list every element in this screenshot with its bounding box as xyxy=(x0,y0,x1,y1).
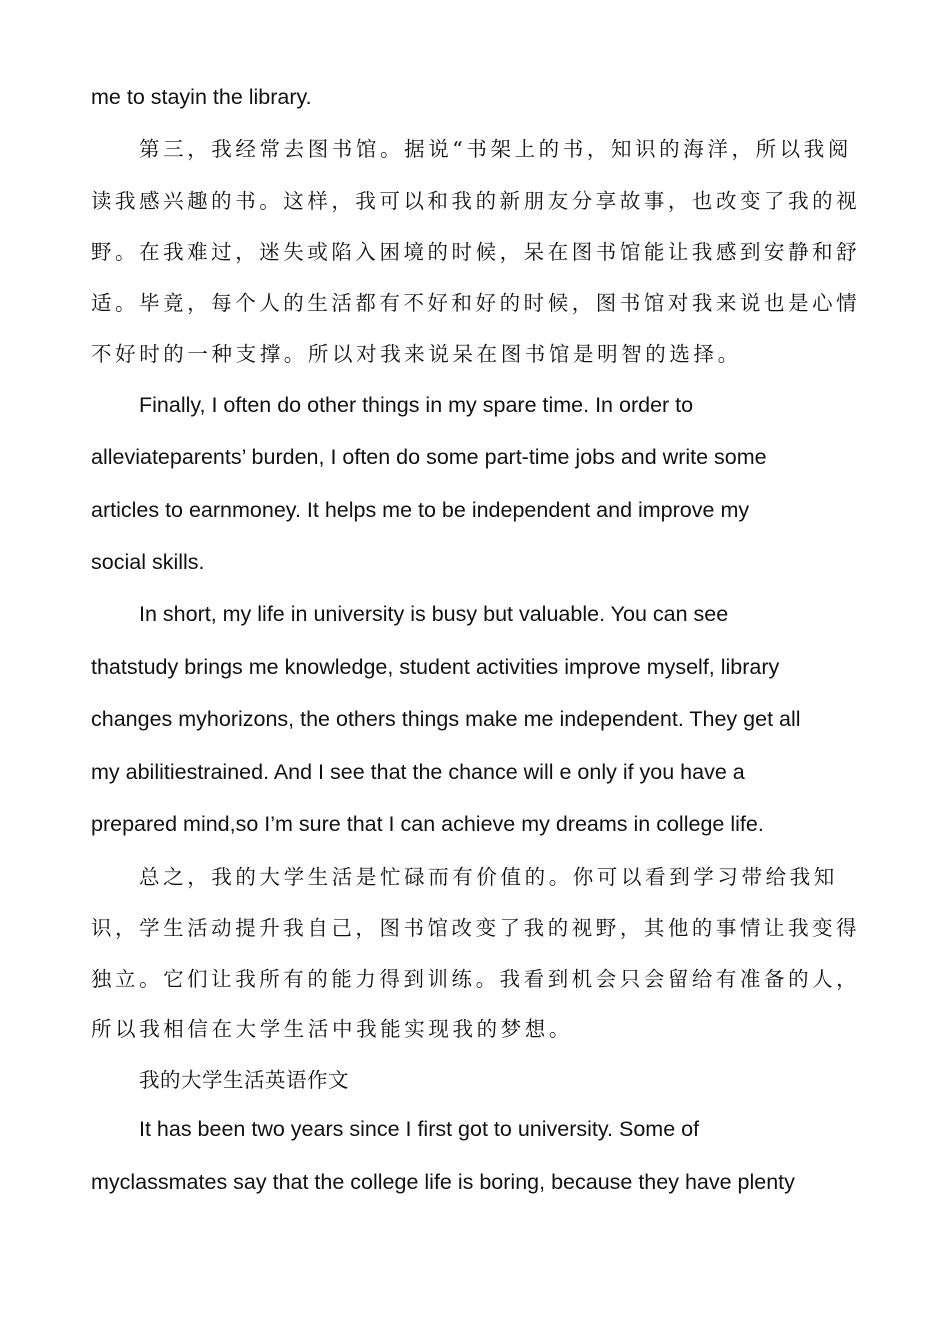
section-heading: 我的大学生活英语作文 xyxy=(139,1068,349,1092)
text-line: social skills. xyxy=(91,550,205,574)
text-line: Finally, I often do other things in my spare time. In order to xyxy=(139,393,694,417)
text-line: changes myhorizons, the others things make me independent. They get all xyxy=(91,707,801,731)
text-line: thatstudy brings me knowledge, student activities improve myself, library xyxy=(91,655,780,679)
text-line: 识，学生活动提升我自己，图书馆改变了我的视野，其他的事情让我变得 xyxy=(91,916,861,940)
text-line: 第三，我经常去图书馆。据说“书架上的书，知识的海洋，所以我阅 xyxy=(139,137,852,161)
text-line: 不好时的一种支撑。所以对我来说呆在图书馆是明智的选择。 xyxy=(91,342,742,366)
text-line: 适。毕竟，每个人的生活都有不好和好的时候，图书馆对我来说也是心情 xyxy=(91,291,861,315)
text-line: 所以我相信在大学生活中我能实现我的梦想。 xyxy=(91,1017,573,1041)
text-line: articles to earnmoney. It helps me to be independent and improve my xyxy=(91,498,750,522)
text-line: my abilitiestrained. And I see that the chance will e only if you have a xyxy=(91,760,745,784)
text-line: In short, my life in university is busy but valuable. You can see xyxy=(139,602,729,626)
text-line: alleviateparents’ burden, I often do some part-time jobs and write some xyxy=(91,445,767,469)
text-line: myclassmates say that the college life is boring, because they have plenty xyxy=(91,1170,795,1194)
text-line: 独立。它们让我所有的能力得到训练。我看到机会只会留给有准备的人， xyxy=(91,967,861,991)
text-line: 总之，我的大学生活是忙碌而有价值的。你可以看到学习带给我知 xyxy=(139,865,838,889)
text-line: 野。在我难过，迷失或陷入困境的时候，呆在图书馆能让我感到安静和舒 xyxy=(91,240,861,264)
text-line: me to stayin the library. xyxy=(91,85,312,109)
text-line: prepared mind,so I’m sure that I can achieve my dreams in college life. xyxy=(91,812,764,836)
text-line: It has been two years since I first got to university. Some of xyxy=(139,1117,700,1141)
text-line: 读我感兴趣的书。这样，我可以和我的新朋友分享故事，也改变了我的视 xyxy=(91,189,861,213)
